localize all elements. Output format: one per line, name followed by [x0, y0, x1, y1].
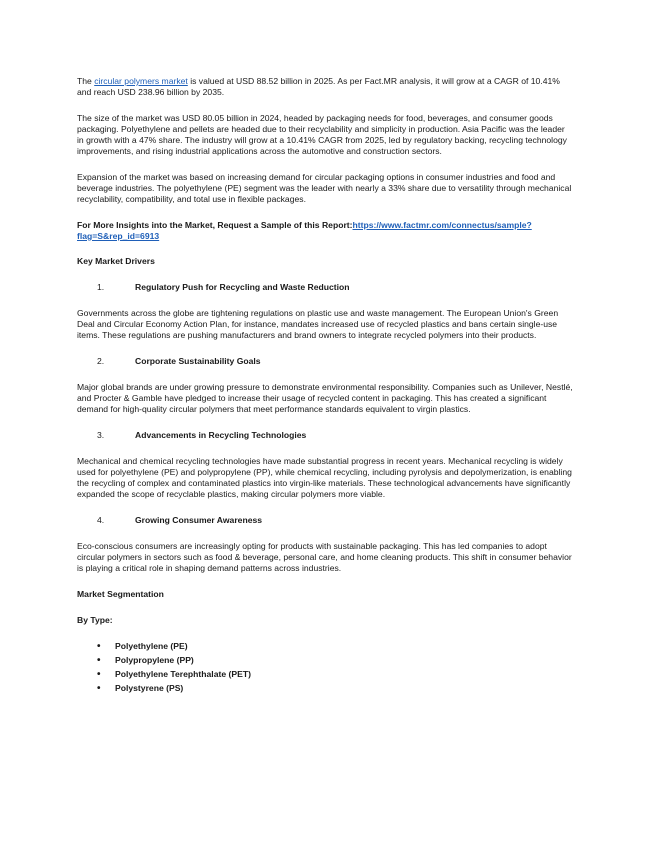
expansion-paragraph: Expansion of the market was based on increasing demand for circular packaging options in consumer industries and food and beverage industries. The polyethylene (PE) segment was the leader with nearly a 33% share due to versatility through mechanical recyclability, compatibility, and total use in flexible packages.	[77, 172, 572, 204]
driver-title: Growing Consumer Awareness	[135, 515, 263, 525]
driver-section-1	[77, 282, 573, 341]
driver-number: 3.	[97, 430, 105, 440]
driver-text: Eco-conscious consumers are increasingly opting for products with sustainable packaging. This has led companies to adopt circular polymers in sectors such as food & beverage, personal care, and home cleaning products. This shift in consumer behavior is playing a critical role in shaping demand patterns across industries.	[77, 541, 572, 573]
list-item	[77, 641, 573, 652]
type-label: Polypropylene (PP)	[115, 655, 194, 665]
bullet-icon: •	[97, 641, 101, 652]
driver-text: Mechanical and chemical recycling technologies have made substantial progress in recent years. Mechanical recycling is widely used for polyethylene (PE) and polypropylene (PP), while chemical recycling, including pyrolysis and depolymerization, is enabling the recycling of complex and contaminated plastics into virgin-like materials. These technological advancements have significantly expanded the scope of recyclable plastics, making circular polymers more viable.	[77, 456, 572, 499]
intro-prefix: The	[77, 76, 95, 86]
market-size-paragraph: The size of the market was USD 80.05 billion in 2024, headed by packaging needs for food, beverages, and consumer goods packaging. Polyethylene and pellets are headed due to their recyclability and simplicity in production. Asia Pacific was the leader in growth with a 47% share. The industry will grow at a 10.41% CAGR from 2025, led by regulatory backing, recycling technology improvements, and rising industrial applications across the automotive and construction sectors.	[77, 113, 567, 156]
intro-suffix: is valued at USD 88.52 billion in 2025. As per Fact.MR analysis, it will grow at a CAGR of 10.41% and reach USD 238.96 billion by 2035.	[77, 76, 560, 97]
bullet-icon: •	[97, 683, 101, 694]
driver-text: Governments across the globe are tightening regulations on plastic use and waste management. The European Union's Green Deal and Circular Economy Action Plan, for instance, mandates increased use of recycled plastics and bans certain single-use items. These regulations are pushing manufacturers and brand owners to integrate recycled polymers into their products.	[77, 308, 559, 340]
list-item	[77, 669, 573, 680]
market-link[interactable]: circular polymers market	[94, 76, 188, 86]
bullet-icon: •	[97, 669, 101, 680]
bullet-icon: •	[97, 655, 101, 666]
type-label: Polystyrene (PS)	[115, 683, 184, 693]
document-body	[77, 76, 573, 697]
driver-title: Regulatory Push for Recycling and Waste Reduction	[135, 282, 350, 292]
sample-prefix: For More Insights into the Market, Request a Sample of this Report:	[77, 220, 353, 230]
type-list	[77, 641, 573, 694]
driver-title: Advancements in Recycling Technologies	[135, 430, 307, 440]
intro-paragraph	[77, 76, 573, 98]
segmentation-heading: Market Segmentation	[77, 589, 164, 599]
driver-heading	[77, 282, 573, 293]
driver-section-3	[77, 430, 573, 500]
driver-number: 2.	[97, 356, 105, 366]
driver-heading	[77, 356, 573, 367]
driver-section-2	[77, 356, 573, 415]
driver-heading	[77, 430, 573, 441]
list-item	[77, 655, 573, 666]
driver-text: Major global brands are under growing pressure to demonstrate environmental responsibility. Companies such as Unilever, Nestlé, and Procter & Gamble have pledged to increase their usage of recycled content in packaging. This has created a significant demand for high-quality circular polymers that meet performance standards equivalent to virgin plastics.	[77, 382, 573, 414]
sample-link[interactable]: https://www.factmr.com/connectus/sample?flag=S&rep_id=6913	[77, 220, 532, 241]
type-label: Polyethylene (PE)	[115, 641, 188, 651]
by-type-heading: By Type:	[77, 615, 113, 625]
driver-heading	[77, 515, 573, 526]
driver-number: 1.	[97, 282, 105, 292]
type-label: Polyethylene Terephthalate (PET)	[115, 669, 251, 679]
sample-request	[77, 220, 573, 242]
driver-section-4	[77, 515, 573, 574]
driver-title: Corporate Sustainability Goals	[135, 356, 261, 366]
list-item	[77, 683, 573, 694]
drivers-heading: Key Market Drivers	[77, 256, 155, 266]
driver-number: 4.	[97, 515, 105, 525]
